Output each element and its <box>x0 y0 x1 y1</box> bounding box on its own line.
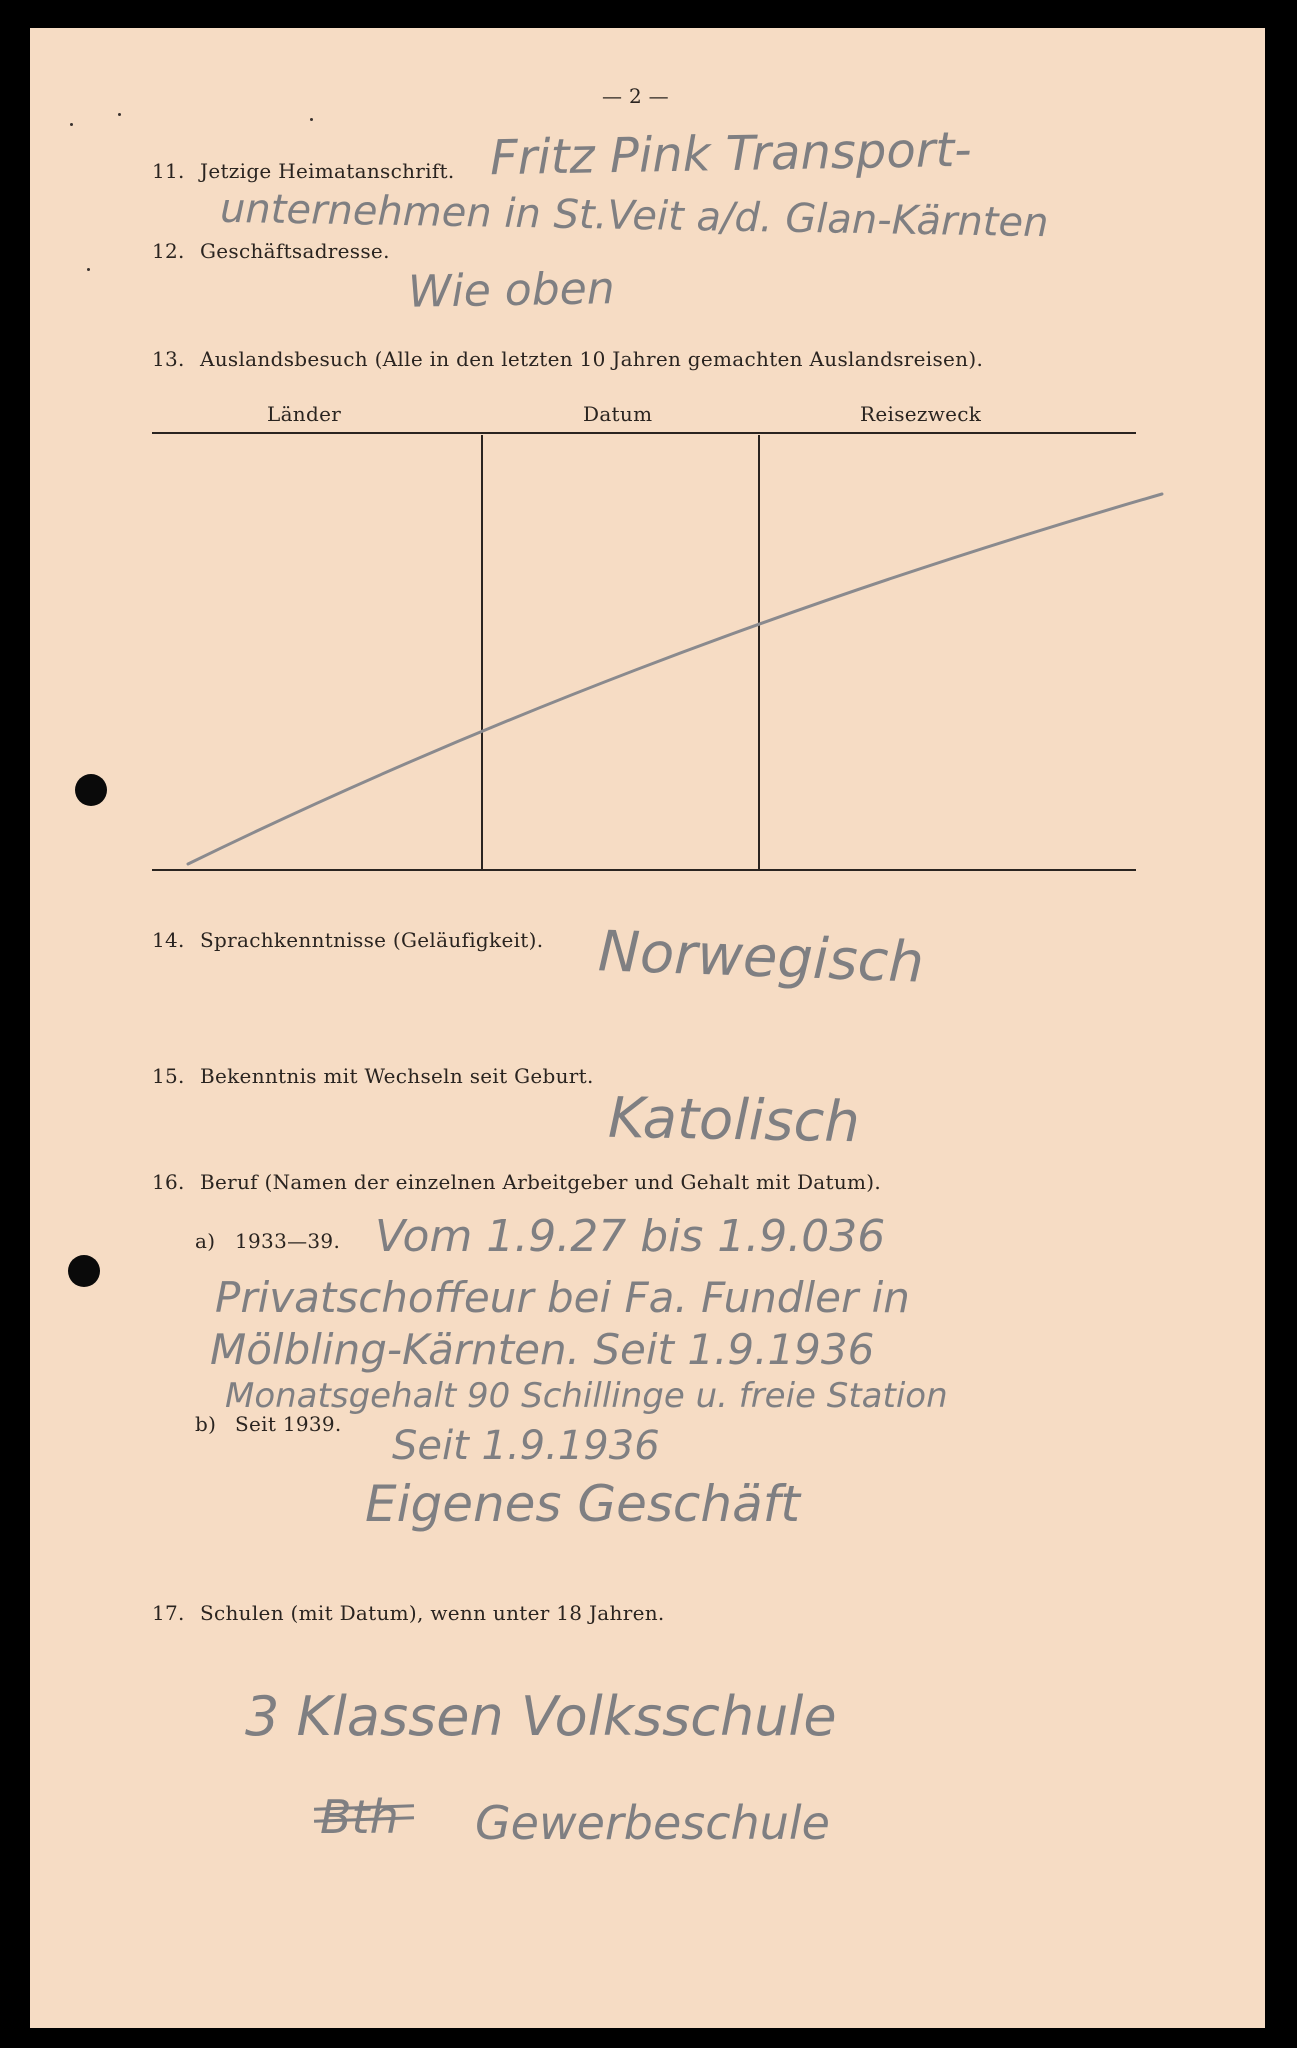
occupation-b-prefix: b) <box>195 1412 217 1436</box>
job-line-6: Eigenes Geschäft <box>365 1475 800 1533</box>
page-number: — 2 — <box>602 84 669 108</box>
cancel-diagonal-stroke <box>30 28 1265 1028</box>
field-15-number: 15. <box>152 1064 185 1088</box>
field-11-label: Jetzige Heimatanschrift. <box>200 159 455 183</box>
occupation-b-period: Seit 1939. <box>235 1412 342 1436</box>
field-17-label: Schulen (mit Datum), wenn unter 18 Jahren. <box>200 1601 665 1625</box>
job-line-3: Mölbling-Kärnten. Seit 1.9.1936 <box>210 1325 875 1374</box>
job-line-1: Vom 1.9.27 bis 1.9.036 <box>375 1211 886 1262</box>
punch-hole-lower <box>68 1255 100 1287</box>
field-14-label: Sprachkenntnisse (Geläufigkeit). <box>200 928 544 952</box>
field-15-label: Bekenntnis mit Wechseln seit Geburt. <box>200 1064 594 1088</box>
field-12-number: 12. <box>152 239 185 263</box>
header-purpose: Reisezweck <box>860 402 982 426</box>
business-address: Wie oben <box>407 263 616 318</box>
job-line-4: Monatsgehalt 90 Schillinge u. freie Station <box>225 1376 948 1416</box>
form-page <box>30 28 1265 2028</box>
school-line-2: Gewerbeschule <box>475 1796 830 1850</box>
field-16-label: Beruf (Namen der einzelnen Arbeitgeber und Gehalt mit Datum). <box>200 1170 882 1194</box>
school-struck-word: Bth <box>320 1790 399 1844</box>
field-13-number: 13. <box>152 347 185 371</box>
address-line-2: unternehmen in St.Veit a/d. Glan-Kärnten <box>219 185 1049 247</box>
header-date: Datum <box>583 402 653 426</box>
field-13-label: Auslandsbesuch (Alle in den letzten 10 Jahren gemachten Auslandsreisen). <box>200 347 984 371</box>
occupation-a-period: 1933—39. <box>235 1229 341 1253</box>
address-line-1: Fritz Pink Transport- <box>489 121 973 187</box>
job-line-2: Privatschoffeur bei Fa. Fundler in <box>215 1273 910 1322</box>
occupation-a-prefix: a) <box>195 1229 216 1253</box>
field-12-label: Geschäftsadresse. <box>200 239 390 263</box>
field-16-number: 16. <box>152 1170 185 1194</box>
languages-answer: Norwegisch <box>596 919 926 996</box>
header-countries: Länder <box>267 402 342 426</box>
field-17-number: 17. <box>152 1601 185 1625</box>
job-line-5: Seit 1.9.1936 <box>392 1423 660 1469</box>
field-14-number: 14. <box>152 928 185 952</box>
field-11-number: 11. <box>152 159 185 183</box>
religion-answer: Katolisch <box>607 1085 861 1156</box>
school-line-1: 3 Klassen Volksschule <box>245 1685 837 1748</box>
